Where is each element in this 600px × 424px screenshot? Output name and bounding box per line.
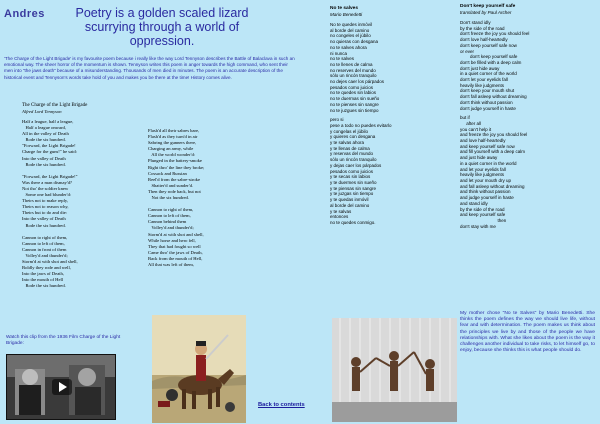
poem-line: Rode the six hundred. (22, 137, 66, 143)
intro-paragraph: 'The Charge of the Light Brigade' is my favourite poem because i really like the way Lord Tennyson describes the Battle of Balaclava in such an emotional way. The sheer horror of the momentum is shown. Tennyson writes this poem in anger towards the high command, who sent their men into "the jaws death" because of a misunderstanding. Thousands of men died in minutes. The poem is an accurate description of the historical event and Tennyson's words take hold of you and makes you be there at the time! History comes alive. (4, 56, 295, 80)
poem-line: Volley'd and thunder'd; (148, 225, 194, 231)
poem-line: and love half-heartedly (460, 138, 506, 144)
page-headline: Poetry is a golden scaled lizard scurrying through a world of oppression. (75, 6, 249, 48)
poem-line: al borde del camino (330, 202, 370, 208)
stanza (22, 174, 142, 229)
poem-line: no te llenes de calma (330, 61, 373, 67)
poem-line: They that had fought so well (148, 243, 201, 249)
poem-line: y reservas del mundo (330, 151, 374, 157)
poem-line: pero si (330, 117, 344, 123)
poem-line: Cannon to right of them, (22, 234, 68, 240)
poem-line: Was there a man dismay'd? (22, 179, 72, 185)
poem-line: don't let your eyelids fall (460, 77, 508, 83)
poem-line: don't keep your mouth shut (460, 88, 515, 94)
stanza (330, 117, 445, 225)
poem-line: Charging an army, while (148, 146, 194, 152)
poem-line: no te pienses sin sangre (330, 101, 379, 107)
poem-line: Cannon behind them (148, 219, 187, 225)
poem-line: "Forward, the Light Brigade!" (22, 173, 78, 179)
poem-line: heavily like judgments (460, 172, 505, 178)
poem-line: Boldly they rode and well, (22, 265, 71, 271)
spanish-poem-column (330, 6, 445, 226)
poem-line: you can't help it (460, 126, 492, 132)
film-clip-video[interactable] (6, 354, 116, 420)
poem-line: heavily like judgments (460, 82, 505, 88)
poem-line: All the world wonder'd: (148, 152, 196, 158)
stanza (22, 119, 142, 168)
poem-line: Flash'd as they turn'd in air (148, 134, 198, 140)
spanish-poem-stanzas (330, 22, 445, 226)
poem-line: no te quedes sin labios (330, 90, 377, 96)
poem-line: don't just hide away (460, 65, 500, 71)
poem-line: don't think without passion (460, 99, 513, 105)
poem-line: Volley'd and thunder'd; (22, 252, 68, 258)
video-caption: Watch this clip from the 1936 Film Charge of the Light Brigade: (6, 335, 121, 346)
poem-line: and fall asleep without dreaming (460, 183, 525, 189)
poem-line: don't be filled with a deep calm (460, 59, 522, 65)
poem-line: Flash'd all their sabres bare, (148, 128, 200, 133)
poem-line: Rode the six hundred. (22, 161, 66, 167)
poem-line: No te quedes inmóvil (330, 22, 373, 27)
poem-line: Cannon to right of them, (148, 207, 194, 213)
poem-line: and think without passion (460, 189, 511, 195)
poem-line: don't fall asleep without dreaming (460, 94, 527, 100)
poem-line: y te salvas (330, 208, 352, 214)
poem-line: or ever (460, 48, 475, 54)
poem-line: Then they rode back, but not (148, 188, 201, 194)
poem-left-stanzas (22, 119, 142, 289)
poem-line: y dejas caer los párpados (330, 162, 382, 168)
poem-line: no te juzgues sin tiempo (330, 107, 379, 113)
poem-line: no dejes caer los párpados (330, 79, 385, 85)
cavalry-painting-image (152, 315, 246, 423)
poem-line: Cannon in front of them (22, 246, 67, 252)
poem-line: Shatter'd and sunder'd. (148, 182, 194, 188)
stanza (148, 207, 273, 268)
poem-line: y te salvas ahora (330, 140, 365, 146)
poem-line: All that was left of them, (148, 261, 194, 267)
poem-column-right (148, 128, 273, 274)
poem-line: in a quiet corner in the world (460, 160, 517, 166)
poem-line: pesados como juicios (330, 168, 374, 174)
poem-line: but if (460, 115, 470, 121)
poem-line: Plunged in the battery-smoke (148, 158, 202, 164)
stanza (330, 22, 445, 113)
poem-column-left (22, 103, 142, 295)
poem-line: Some one had blunder'd: (22, 192, 72, 198)
poem-line: Theirs but to do and die: (22, 210, 68, 216)
poem-title: The Charge of the Light Brigade (22, 103, 88, 108)
poem-line: and keep yourself safe (460, 212, 506, 218)
poem-line: no te duermas sin sueño (330, 96, 380, 102)
poem-line: While horse and hero fell, (148, 237, 196, 243)
poem-line: and keep yourself safe now (460, 143, 515, 149)
spanish-poem-title: No te salves (330, 6, 358, 11)
poem-line: al borde del camino (330, 27, 370, 33)
poem-line: ni nunca (330, 50, 348, 56)
poem-line: Came thro' the jaws of Death, (148, 249, 203, 255)
mother-note: My mother chose "No te Salves" by Mario Benedetti. She thinks the poem defines the way we should live life, without fear and with determination. The poem makes us think about the principles we live by and those of the people we have relationships with. What she likes about the poem is the way it challenges another individual to take risks, to let himself go, to enjoy, because she thinks this is what people should do. (460, 311, 595, 354)
poem-line: Into the valley of Death (22, 155, 66, 161)
poem-line: no te salves (330, 56, 355, 62)
poem-line: Theirs not to reason why, (22, 204, 69, 210)
poem-line: Rode the six hundred. (22, 222, 66, 228)
play-icon[interactable] (52, 379, 72, 395)
poem-line: and just hide away (460, 155, 498, 161)
spanish-poem-author: Mario Benedetti (330, 12, 363, 17)
poem-line: Reel'd from the sabre-stroke (148, 176, 200, 182)
poem-line: y te secas sin labios (330, 174, 371, 180)
poem-line: Rode the six hundred. (22, 283, 66, 289)
poem-line: no congeles el júbilo (330, 33, 371, 39)
poem-line: no quieras con desgana (330, 39, 379, 45)
poem-line: don't keep yourself safe now (460, 42, 517, 48)
english-poem-column (460, 4, 595, 229)
poem-line: Storm'd at with shot and shell, (22, 258, 78, 264)
poem-line: then (460, 217, 507, 223)
poem-line: Cannon to left of them, (148, 213, 191, 219)
poem-line: and fill yourself with a deep calm (460, 149, 526, 155)
poem-line: y quieres con desgana (330, 134, 376, 140)
poem-line: after all (460, 120, 482, 126)
poem-line: don't freeze the joy you should feel (460, 31, 530, 37)
poem-author: Alfred Lord Tennyson (22, 109, 62, 114)
poem-line: Back from the mouth of Hell, (148, 255, 203, 261)
poem-line: "Forward, the Light Brigade! (22, 143, 76, 149)
poem-line: Into the mouth of Hell (22, 277, 64, 283)
stanza (22, 235, 142, 290)
poem-line: don't love half-heartedly (460, 37, 508, 43)
poem-line: no te salves ahora (330, 44, 367, 50)
poem-line: Right thro' the line they broke; (148, 164, 205, 170)
poem-line: Storm'd at with shot and shell, (148, 231, 204, 237)
poem-line: no te quedes conmigo. (330, 219, 376, 225)
poem-line: don't judge yourself in haste (460, 105, 516, 111)
poem-line: don't keep yourself safe (460, 54, 518, 60)
back-to-contents-link[interactable]: Back to contents (258, 402, 305, 408)
english-poem-stanzas (460, 20, 595, 229)
poem-line: no reserves del mundo (330, 67, 376, 73)
english-poem-title: Don't keep yourself safe (460, 4, 516, 9)
poem-line: by the side of the road (460, 25, 505, 31)
poem-line: by the side of the road (460, 206, 505, 212)
poem-line: Theirs not to make reply, (22, 198, 69, 204)
poem-line: Cossack and Russian (148, 170, 187, 176)
poem-line: sólo un rincón tranquilo (330, 157, 377, 163)
poem-line: pesados como juicios (330, 84, 374, 90)
rain-sculpture-photo (332, 318, 457, 422)
poem-line: and judge yourself in haste (460, 195, 514, 201)
poem-line: y te piensas sin sangre (330, 185, 377, 191)
poem-line: y te llenas de calma (330, 145, 370, 151)
poem-line: in a quiet corner of the world (460, 71, 517, 77)
poem-line: and let your mouth dry up (460, 177, 512, 183)
poem-line: and let your eyelids fall (460, 166, 506, 172)
poem-line: Don't stand idly (460, 20, 491, 25)
poem-line: Not tho' the soldier knew (22, 185, 69, 191)
poem-right-stanzas (148, 128, 273, 268)
poem-line: y te duermes sin sueño (330, 179, 377, 185)
poem-line: Half a league, half a league, (22, 119, 74, 124)
poem-line: Not the six hundred. (148, 195, 189, 201)
poem-line: y te juzgas sin tiempo (330, 191, 374, 197)
poem-line: and stand idly (460, 200, 488, 206)
poem-line: pese a todo no puedes evitarlo (330, 122, 392, 128)
poem-line: don't stay with me (460, 223, 496, 229)
poem-line: Charge for the guns!" he said: (22, 149, 77, 155)
stanza (460, 115, 595, 229)
poem-line: Sabring the gunners there, (148, 140, 197, 146)
poem-line: y te quedas inmóvil (330, 197, 369, 203)
english-poem-translator: translated by Paul Archer (460, 10, 512, 15)
poem-line: Cannon to left of them, (22, 240, 65, 246)
poem-line: sólo un rincón tranquilo (330, 73, 377, 79)
poem-line: Half a league onward, (22, 125, 67, 131)
poem-line: and freeze the joy you should feel (460, 132, 528, 138)
poem-line: All in the valley of Death (22, 131, 69, 137)
stanza (460, 20, 595, 111)
poem-line: y congelas el júbilo (330, 128, 369, 134)
poem-line: entonces (330, 214, 349, 220)
poem-line: Into the jaws of Death, (22, 271, 64, 277)
author-name: Andres (4, 8, 45, 20)
poem-line: Into the valley of Death (22, 216, 66, 222)
stanza (148, 128, 273, 201)
